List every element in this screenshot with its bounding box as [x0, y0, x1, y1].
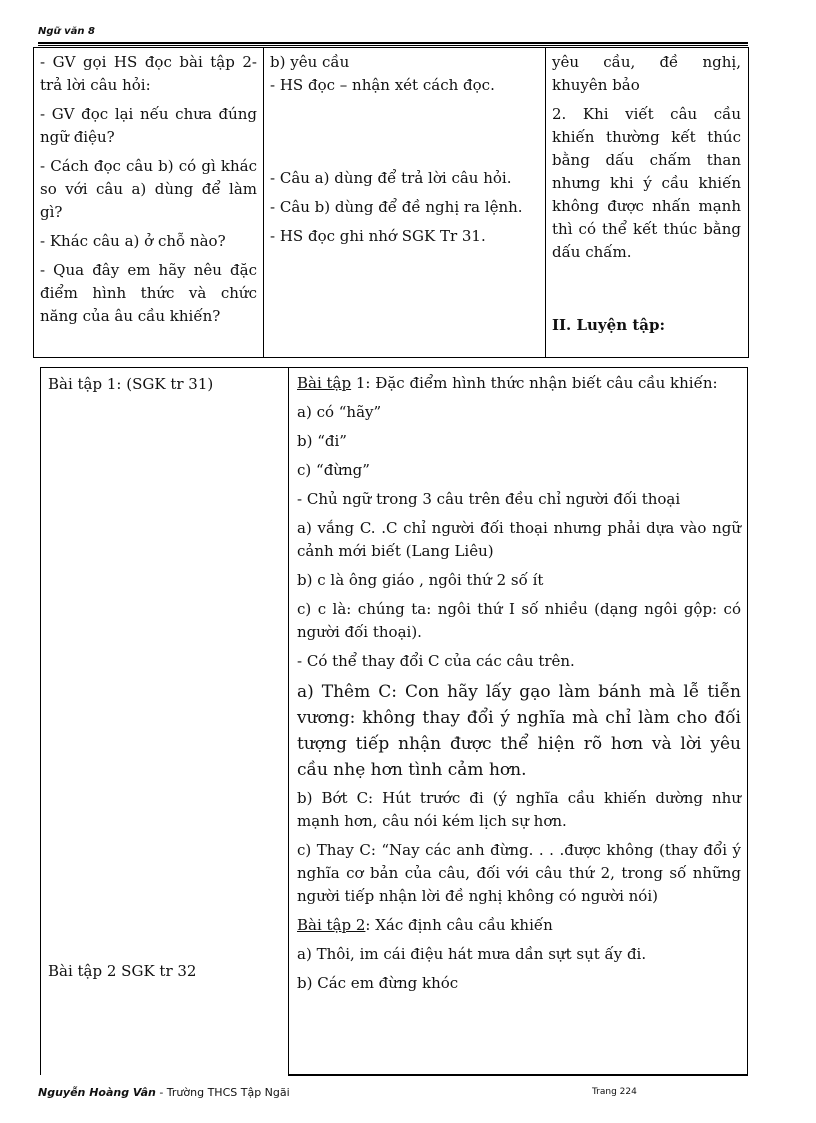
answer-line: c) c là: chúng ta: ngôi thứ I số nhiều (dạng ngôi gộp: có người đối thoại). [297, 600, 741, 641]
content-text: yêu cầu, đề nghị, khuyên bảo [552, 53, 741, 94]
table-bottom-rule [288, 1074, 748, 1076]
activity-table [33, 47, 749, 358]
teacher-step: - Cách đọc câu b) có gì khác so với câu a) dùng để làm gì? [40, 157, 257, 221]
exercise-table [40, 367, 748, 1075]
exercise-1-heading [297, 372, 741, 395]
content-text: 2. Khi viết câu cầu khiến thường kết thúc bằng dấu chấm than nhưng khi ý cầu khiến không được nhấn mạnh thì có thể kết thúc bằng dấu chấm. [552, 105, 741, 261]
student-activity-column [264, 48, 546, 357]
teacher-step: - GV gọi HS đọc bài tập 2- trả lời câu hỏi: [40, 53, 257, 94]
teacher-step: - Khác câu a) ở chỗ nào? [40, 232, 226, 250]
answer-line: b) c là ông giáo , ngôi thứ 2 số ít [297, 571, 544, 589]
teacher-activity-column [34, 48, 264, 357]
answer-line: - Chủ ngữ trong 3 câu trên đều chỉ người đối thoại [297, 490, 681, 508]
page-header-title: Ngữ văn 8 [38, 26, 95, 37]
student-step: b) yêu cầu [270, 53, 350, 71]
answer-line: c) “đừng” [297, 461, 370, 479]
exercise-1-desc: 1: Đặc điểm hình thức nhận biết câu cầu khiến: [351, 374, 718, 392]
header-rule-thin [38, 45, 748, 46]
exercise-content-column [289, 368, 747, 1075]
content-column [546, 48, 747, 357]
footer-school: - Trường THCS Tập Ngãi [155, 1086, 290, 1099]
exercise-1-label: Bài tập 1: (SGK tr 31) [48, 375, 214, 393]
exercise-2-heading [297, 914, 741, 937]
teacher-step: - Qua đây em hãy nêu đặc điểm hình thức và chức năng của âu cầu khiến? [40, 261, 257, 325]
page-footer [38, 1086, 637, 1099]
student-step: - Câu a) dùng để trả lời câu hỏi. [270, 169, 512, 187]
answer-line: b) “đi” [297, 432, 347, 450]
answer-line: - Có thể thay đổi C của các câu trên. [297, 652, 575, 670]
exercise-1-title: Bài tập [297, 374, 352, 392]
footer-page-number: Trang 224 [592, 1087, 637, 1097]
exercise-2-desc: : Xác định câu cầu khiến [365, 916, 553, 934]
student-step: - Câu b) dùng để đề nghị ra lệnh. [270, 198, 523, 216]
exercise-2-title: Bài tập 2 [297, 916, 366, 934]
header-rule [38, 42, 748, 44]
exercise-label-column [41, 368, 289, 1075]
student-step: - HS đọc – nhận xét cách đọc. [270, 76, 495, 94]
teacher-step: - GV đọc lại nếu chưa đúng ngữ điệu? [40, 105, 257, 146]
answer-line: a) có “hãy” [297, 403, 382, 421]
answer-line: a) vắng C. .C chỉ người đối thoại nhưng phải dựa vào ngữ cảnh mới biết (Lang Liêu) [297, 519, 741, 560]
answer-line: b) Các em đừng khóc [297, 974, 459, 992]
student-step: - HS đọc ghi nhớ SGK Tr 31. [270, 227, 486, 245]
answer-line: b) Bớt C: Hút trước đi (ý nghĩa cầu khiến dường như mạnh hơn, câu nói kém lịch sự hơn. [297, 789, 741, 830]
answer-paragraph-large: a) Thêm C: Con hãy lấy gạo làm bánh mà lễ tiễn vương: không thay đổi ý nghĩa mà chỉ làm cho đối tượng tiếp nhận được thể hiện rõ hơn và lời yêu cầu nhẹ hơn tình cảm hơn. [297, 682, 741, 780]
section-heading: II. Luyện tập: [552, 316, 665, 334]
footer-author: Nguyễn Hoàng Vân [38, 1086, 156, 1099]
answer-line: c) Thay C: “Nay các anh đừng. . . .được không (thay đổi ý nghĩa cơ bản của câu, đối với câu thứ 2, trong số những người tiếp nhận lời đề nghị không có người nói) [297, 841, 741, 905]
answer-line: a) Thôi, im cái điệu hát mưa dần sựt sụt ấy đi. [297, 945, 647, 963]
exercise-2-label: Bài tập 2 SGK tr 32 [48, 962, 197, 980]
